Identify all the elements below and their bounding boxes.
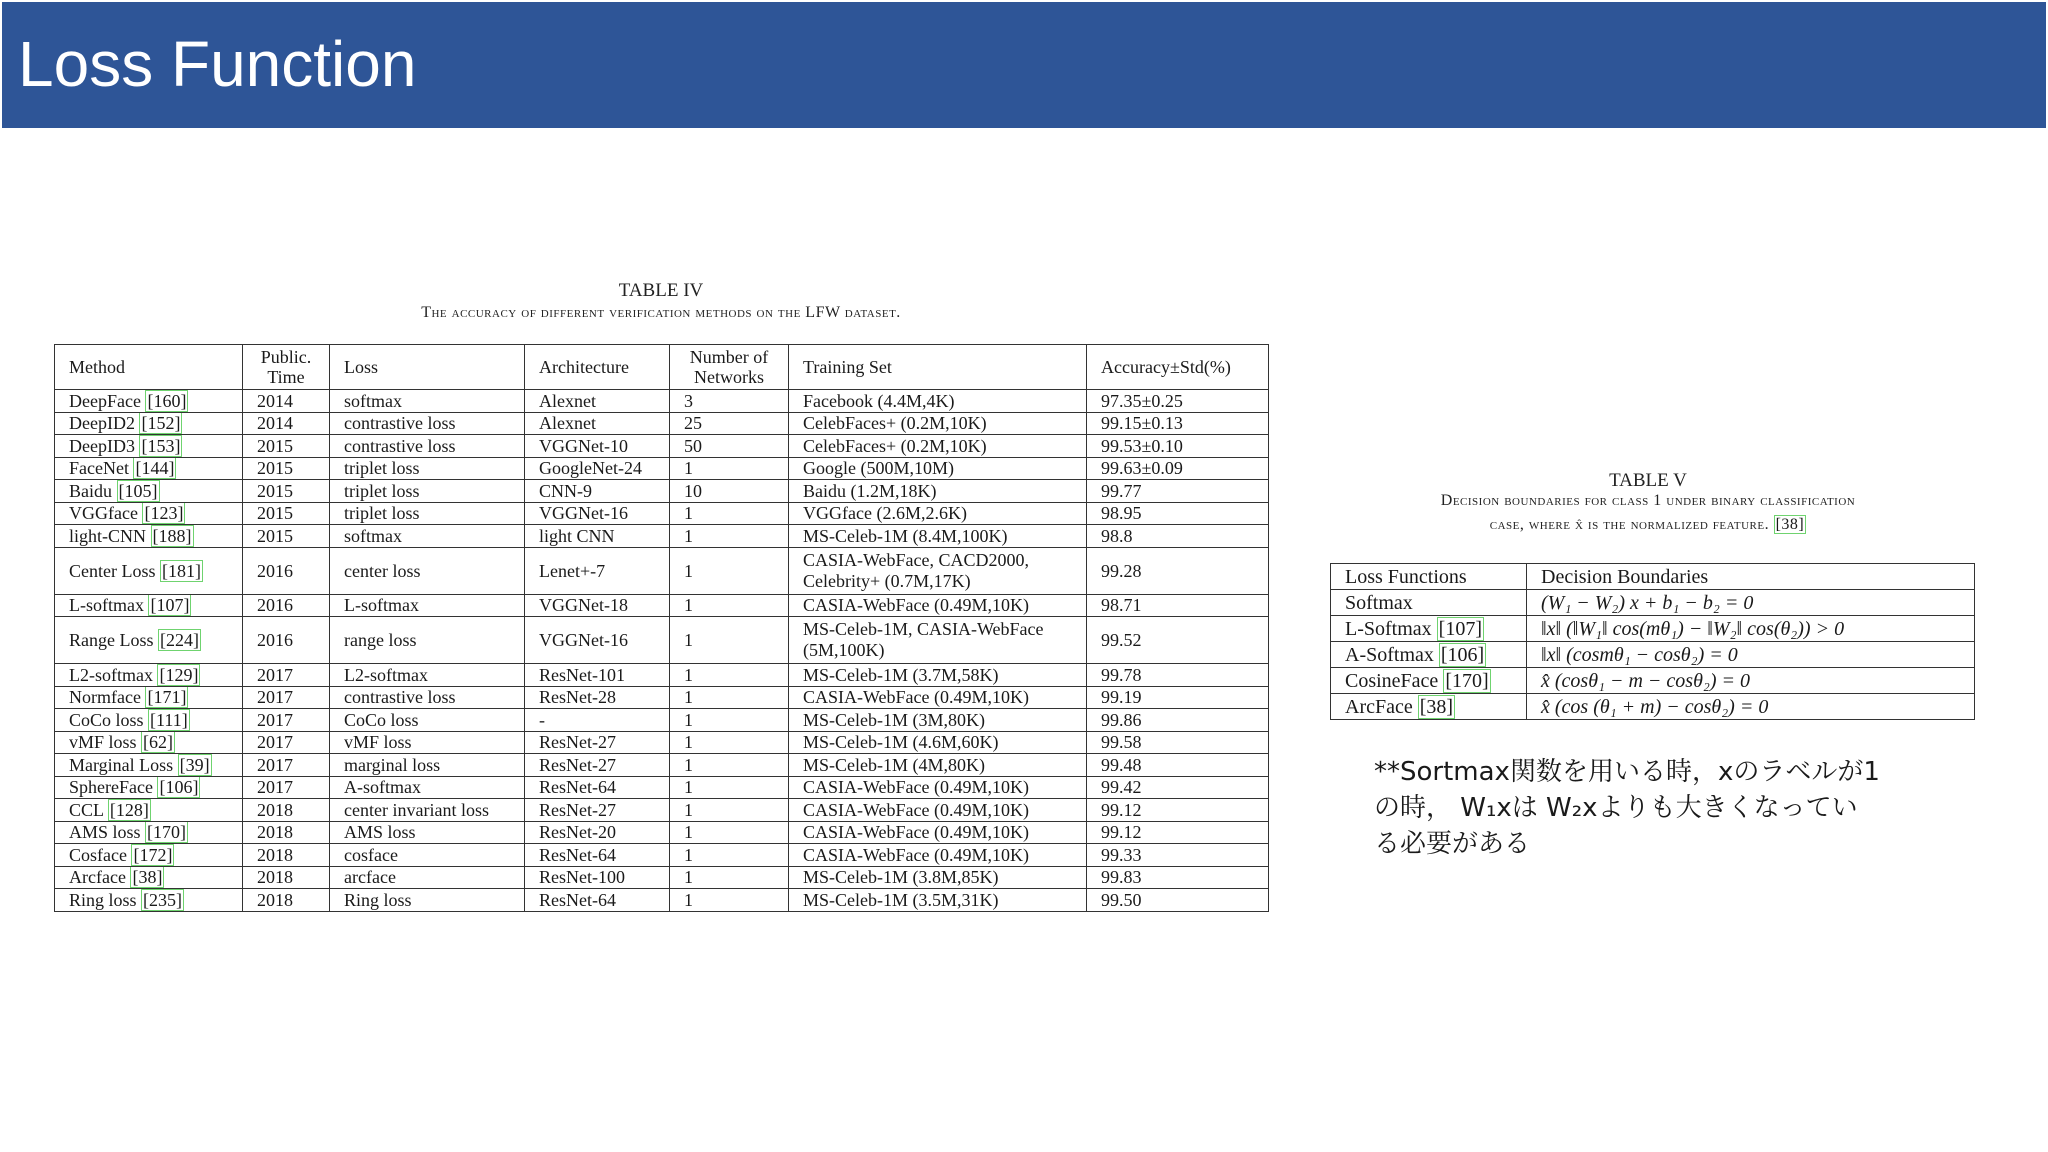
method-cell (55, 664, 243, 687)
method-name: Normface (69, 687, 141, 708)
column-header: Accuracy±Std(%) (1087, 345, 1269, 390)
citation-ref: [144] (135, 458, 175, 479)
architecture-cell: ResNet-27 (525, 754, 670, 777)
training-set-cell: MS-Celeb-1M (3.7M,58K) (789, 664, 1087, 687)
accuracy-cell: 99.58 (1087, 731, 1269, 754)
training-set-cell: CASIA-WebFace (0.49M,10K) (789, 821, 1087, 844)
table-row (55, 617, 1269, 664)
loss-cell: L-softmax (330, 594, 525, 617)
accuracy-cell: 99.12 (1087, 821, 1269, 844)
table-row (55, 799, 1269, 822)
method-name: SphereFace (69, 777, 153, 798)
networks-cell: 1 (670, 709, 789, 732)
year-cell: 2014 (243, 412, 330, 435)
method-name: VGGface (69, 503, 138, 524)
networks-cell: 1 (670, 664, 789, 687)
training-set-cell: Facebook (4.4M,4K) (789, 390, 1087, 413)
note-line: **Sortmax関数を用いる時，xのラベルが1 (1374, 757, 1880, 787)
year-cell: 2015 (243, 480, 330, 503)
table-row (1331, 642, 1975, 668)
method-name: CoCo loss (69, 709, 144, 730)
training-set-cell: CASIA-WebFace (0.49M,10K) (789, 799, 1087, 822)
table-row (55, 821, 1269, 844)
decision-boundary-cell: (W₁ − W₂) x + b₁ − b₂ = 0 (1527, 590, 1975, 616)
training-set-cell: MS-Celeb-1M (4.6M,60K) (789, 731, 1087, 754)
year-cell: 2017 (243, 709, 330, 732)
method-name: Baidu (69, 480, 112, 501)
loss-cell: A-softmax (330, 776, 525, 799)
year-cell: 2015 (243, 457, 330, 480)
training-set-cell: CASIA-WebFace (0.49M,10K) (789, 844, 1087, 867)
loss-function-cell (1331, 668, 1527, 694)
loss-cell: CoCo loss (330, 709, 525, 732)
accuracy-cell: 99.53±0.10 (1087, 435, 1269, 458)
table5-caption-text: Decision boundaries for class 1 under binary classification (1440, 492, 1856, 509)
networks-cell: 10 (670, 480, 789, 503)
table-header-row (55, 345, 1269, 390)
table-row (55, 435, 1269, 458)
table-row (1331, 668, 1975, 694)
loss-cell: softmax (330, 390, 525, 413)
citation-ref: [38] (132, 867, 163, 888)
citation-ref: [111] (150, 709, 188, 730)
loss-cell: AMS loss (330, 821, 525, 844)
method-cell (55, 412, 243, 435)
slide-header (2, 2, 2046, 128)
citation-ref: [224] (160, 630, 199, 650)
citation-ref: [170] (147, 822, 187, 843)
method-cell (55, 686, 243, 709)
slide-title: Loss Function (18, 28, 417, 100)
loss-cell: center loss (330, 547, 525, 594)
citation-ref: [235] (143, 889, 183, 910)
table-row (55, 844, 1269, 867)
year-cell: 2014 (243, 390, 330, 413)
architecture-cell: ResNet-20 (525, 821, 670, 844)
column-header: Number of Networks (670, 345, 789, 390)
method-cell (55, 889, 243, 912)
citation-ref: [107] (1438, 617, 1482, 640)
method-name: L-softmax (69, 595, 144, 616)
method-cell (55, 547, 243, 594)
year-cell: 2017 (243, 754, 330, 777)
accuracy-cell: 99.19 (1087, 686, 1269, 709)
architecture-cell: Alexnet (525, 412, 670, 435)
architecture-cell: ResNet-27 (525, 799, 670, 822)
loss-cell: L2-softmax (330, 664, 525, 687)
loss-cell: arcface (330, 866, 525, 889)
architecture-cell: VGGNet-16 (525, 617, 670, 664)
networks-cell: 1 (670, 799, 789, 822)
citation-ref: [153] (141, 435, 181, 456)
architecture-cell: CNN-9 (525, 480, 670, 503)
accuracy-cell: 99.33 (1087, 844, 1269, 867)
accuracy-cell: 98.8 (1087, 525, 1269, 548)
architecture-cell: ResNet-28 (525, 686, 670, 709)
training-set-cell: CASIA-WebFace (0.49M,10K) (789, 686, 1087, 709)
note-line: の時， W₁xは W₂xよりも大きくなってい (1374, 793, 1858, 823)
table4-caption-label: TABLE IV (618, 280, 704, 301)
year-cell: 2015 (243, 502, 330, 525)
decision-boundary-cell: ‖x‖ (cosmθ₁ − cosθ₂) = 0 (1527, 642, 1975, 668)
table-row (55, 390, 1269, 413)
loss-function-cell (1331, 590, 1527, 616)
networks-cell: 1 (670, 547, 789, 594)
loss-cell: range loss (330, 617, 525, 664)
method-cell (55, 776, 243, 799)
year-cell: 2018 (243, 889, 330, 912)
networks-cell: 1 (670, 502, 789, 525)
loss-function-cell (1331, 694, 1527, 720)
year-cell: 2016 (243, 547, 330, 594)
year-cell: 2017 (243, 731, 330, 754)
citation-ref: [129] (159, 664, 199, 685)
architecture-cell: GoogleNet-24 (525, 457, 670, 480)
training-set-cell: Google (500M,10M) (789, 457, 1087, 480)
accuracy-cell: 99.48 (1087, 754, 1269, 777)
accuracy-cell: 97.35±0.25 (1087, 390, 1269, 413)
architecture-cell: VGGNet-10 (525, 435, 670, 458)
architecture-cell: - (525, 709, 670, 732)
training-set-cell: CASIA-WebFace (0.49M,10K) (789, 594, 1087, 617)
method-cell (55, 799, 243, 822)
loss-function-name: L-Softmax (1345, 617, 1432, 640)
method-cell (55, 844, 243, 867)
decision-boundaries-table (1330, 563, 1975, 720)
training-set-cell: CelebFaces+ (0.2M,10K) (789, 435, 1087, 458)
architecture-cell: ResNet-64 (525, 844, 670, 867)
column-header: Loss Functions (1331, 564, 1527, 590)
method-cell (55, 821, 243, 844)
decision-boundary-cell: x̂ (cosθ₁ − m − cosθ₂) = 0 (1527, 668, 1975, 694)
method-name: DeepID3 (69, 435, 135, 456)
networks-cell: 1 (670, 617, 789, 664)
table-row (55, 754, 1269, 777)
accuracy-cell: 99.12 (1087, 799, 1269, 822)
loss-cell: triplet loss (330, 457, 525, 480)
citation-ref: [152] (141, 413, 181, 434)
networks-cell: 1 (670, 686, 789, 709)
loss-cell: center invariant loss (330, 799, 525, 822)
table-row (55, 709, 1269, 732)
year-cell: 2015 (243, 435, 330, 458)
table5-caption-text-3: case, where x̂ is the normalized feature. (1489, 516, 1770, 533)
table4-caption-text: The accuracy of different verification methods on the LFW dataset. (421, 304, 901, 321)
loss-function-cell (1331, 642, 1527, 668)
loss-cell: vMF loss (330, 731, 525, 754)
training-set-cell: CelebFaces+ (0.2M,10K) (789, 412, 1087, 435)
method-cell (55, 731, 243, 754)
accuracy-cell: 99.78 (1087, 664, 1269, 687)
training-set-cell: MS-Celeb-1M (3.5M,31K) (789, 889, 1087, 912)
year-cell: 2017 (243, 776, 330, 799)
method-name: L2-softmax (69, 664, 153, 685)
architecture-cell: VGGNet-18 (525, 594, 670, 617)
citation-ref: [105] (118, 480, 158, 501)
year-cell: 2017 (243, 664, 330, 687)
table-header-row (1331, 564, 1975, 590)
method-name: Range Loss (69, 630, 154, 650)
table-row (55, 525, 1269, 548)
citation-ref: [171] (147, 687, 187, 708)
table5-caption-label: TABLE V (1609, 470, 1687, 491)
column-header: Method (55, 345, 243, 390)
method-cell (55, 435, 243, 458)
training-set-cell: CASIA-WebFace (0.49M,10K) (789, 776, 1087, 799)
table-row (1331, 616, 1975, 642)
table-row (55, 502, 1269, 525)
method-name: AMS loss (69, 822, 141, 843)
architecture-cell: ResNet-100 (525, 866, 670, 889)
citation-ref: [107] (150, 595, 190, 616)
table-row (55, 412, 1269, 435)
table-row (1331, 590, 1975, 616)
training-set-cell: CASIA-WebFace, CACD2000, Celebrity+ (0.7M,17K) (789, 547, 1087, 594)
citation-ref: [106] (159, 777, 199, 798)
method-cell (55, 866, 243, 889)
accuracy-cell: 99.28 (1087, 547, 1269, 594)
table-row (55, 457, 1269, 480)
networks-cell: 1 (670, 525, 789, 548)
table-row (55, 776, 1269, 799)
year-cell: 2016 (243, 617, 330, 664)
table-row (55, 480, 1269, 503)
method-cell (55, 457, 243, 480)
citation-ref: [106] (1440, 643, 1485, 666)
citation-ref: [172] (133, 844, 173, 865)
accuracy-cell: 99.86 (1087, 709, 1269, 732)
method-name: Ring loss (69, 889, 137, 910)
method-name: light-CNN (69, 525, 147, 546)
networks-cell: 1 (670, 776, 789, 799)
year-cell: 2017 (243, 686, 330, 709)
column-header: Training Set (789, 345, 1087, 390)
networks-cell: 25 (670, 412, 789, 435)
column-header: Loss (330, 345, 525, 390)
decision-boundary-cell: ‖x‖ (‖W₁‖ cos(mθ₁) − ‖W₂‖ cos(θ₂)) > 0 (1527, 616, 1975, 642)
year-cell: 2018 (243, 866, 330, 889)
loss-function-name: Softmax (1345, 591, 1413, 614)
annotation-note (1374, 754, 1934, 862)
verification-accuracy-table (54, 344, 1269, 912)
networks-cell: 1 (670, 754, 789, 777)
year-cell: 2018 (243, 844, 330, 867)
networks-cell: 1 (670, 844, 789, 867)
accuracy-cell: 99.52 (1087, 617, 1269, 664)
training-set-cell: MS-Celeb-1M (8.4M,100K) (789, 525, 1087, 548)
table-row (55, 686, 1269, 709)
architecture-cell: ResNet-101 (525, 664, 670, 687)
table-row (55, 866, 1269, 889)
method-cell (55, 525, 243, 548)
training-set-cell: VGGface (2.6M,2.6K) (789, 502, 1087, 525)
loss-function-name: CosineFace (1345, 669, 1439, 692)
method-name: vMF loss (69, 732, 137, 753)
method-cell (55, 502, 243, 525)
training-set-cell: Baidu (1.2M,18K) (789, 480, 1087, 503)
column-header: Public. Time (243, 345, 330, 390)
loss-cell: contrastive loss (330, 435, 525, 458)
method-name: Center Loss (69, 560, 156, 581)
citation-ref: [170] (1445, 669, 1489, 692)
citation-ref: [38] (1419, 695, 1454, 718)
networks-cell: 1 (670, 866, 789, 889)
networks-cell: 1 (670, 889, 789, 912)
method-cell (55, 594, 243, 617)
method-name: DeepID2 (69, 413, 135, 434)
table5-caption-text-2 (1328, 516, 1968, 534)
year-cell: 2018 (243, 799, 330, 822)
year-cell: 2018 (243, 821, 330, 844)
method-name: CCL (69, 799, 104, 820)
citation-ref: [128] (109, 799, 149, 820)
column-header: Architecture (525, 345, 670, 390)
loss-cell: contrastive loss (330, 412, 525, 435)
networks-cell: 50 (670, 435, 789, 458)
training-set-cell: MS-Celeb-1M, CASIA-WebFace (5M,100K) (789, 617, 1087, 664)
training-set-cell: MS-Celeb-1M (4M,80K) (789, 754, 1087, 777)
loss-function-name: ArcFace (1345, 695, 1413, 718)
architecture-cell: light CNN (525, 525, 670, 548)
column-header: Decision Boundaries (1527, 564, 1975, 590)
accuracy-cell: 99.83 (1087, 866, 1269, 889)
table-row (1331, 694, 1975, 720)
architecture-cell: VGGNet-16 (525, 502, 670, 525)
loss-cell: contrastive loss (330, 686, 525, 709)
loss-cell: triplet loss (330, 480, 525, 503)
method-cell (55, 480, 243, 503)
table-row (55, 547, 1269, 594)
accuracy-cell: 99.63±0.09 (1087, 457, 1269, 480)
accuracy-cell: 99.42 (1087, 776, 1269, 799)
citation-ref: [123] (144, 503, 184, 524)
networks-cell: 1 (670, 594, 789, 617)
training-set-cell: MS-Celeb-1M (3.8M,85K) (789, 866, 1087, 889)
loss-cell: softmax (330, 525, 525, 548)
loss-cell: Ring loss (330, 889, 525, 912)
networks-cell: 1 (670, 821, 789, 844)
networks-cell: 1 (670, 457, 789, 480)
method-cell (55, 754, 243, 777)
method-cell (55, 390, 243, 413)
loss-cell: triplet loss (330, 502, 525, 525)
architecture-cell: ResNet-64 (525, 889, 670, 912)
accuracy-cell: 99.50 (1087, 889, 1269, 912)
table-row (55, 594, 1269, 617)
citation-ref: [181] (161, 560, 201, 581)
note-line: る必要がある (1374, 829, 1531, 859)
loss-function-cell (1331, 616, 1527, 642)
citation-ref: [39] (179, 754, 210, 775)
architecture-cell: Lenet+-7 (525, 547, 670, 594)
accuracy-cell: 99.15±0.13 (1087, 412, 1269, 435)
table-row (55, 889, 1269, 912)
accuracy-cell: 98.95 (1087, 502, 1269, 525)
year-cell: 2016 (243, 594, 330, 617)
architecture-cell: ResNet-64 (525, 776, 670, 799)
accuracy-cell: 99.77 (1087, 480, 1269, 503)
networks-cell: 3 (670, 390, 789, 413)
citation-ref: [38] (1775, 516, 1805, 533)
method-name: Arcface (69, 867, 126, 888)
method-cell (55, 617, 243, 664)
method-name: Marginal Loss (69, 754, 174, 775)
table-row (55, 664, 1269, 687)
table-row (55, 731, 1269, 754)
networks-cell: 1 (670, 731, 789, 754)
citation-ref: [160] (147, 390, 187, 411)
architecture-cell: ResNet-27 (525, 731, 670, 754)
loss-cell: marginal loss (330, 754, 525, 777)
method-name: FaceNet (69, 458, 129, 479)
architecture-cell: Alexnet (525, 390, 670, 413)
citation-ref: [188] (152, 525, 192, 546)
method-name: Cosface (69, 844, 127, 865)
accuracy-cell: 98.71 (1087, 594, 1269, 617)
year-cell: 2015 (243, 525, 330, 548)
training-set-cell: MS-Celeb-1M (3M,80K) (789, 709, 1087, 732)
loss-cell: cosface (330, 844, 525, 867)
citation-ref: [62] (143, 732, 174, 753)
method-cell (55, 709, 243, 732)
decision-boundary-cell: x̂ (cos (θ₁ + m) − cosθ₂) = 0 (1527, 694, 1975, 720)
method-name: DeepFace (69, 390, 141, 411)
loss-function-name: A-Softmax (1345, 643, 1434, 666)
